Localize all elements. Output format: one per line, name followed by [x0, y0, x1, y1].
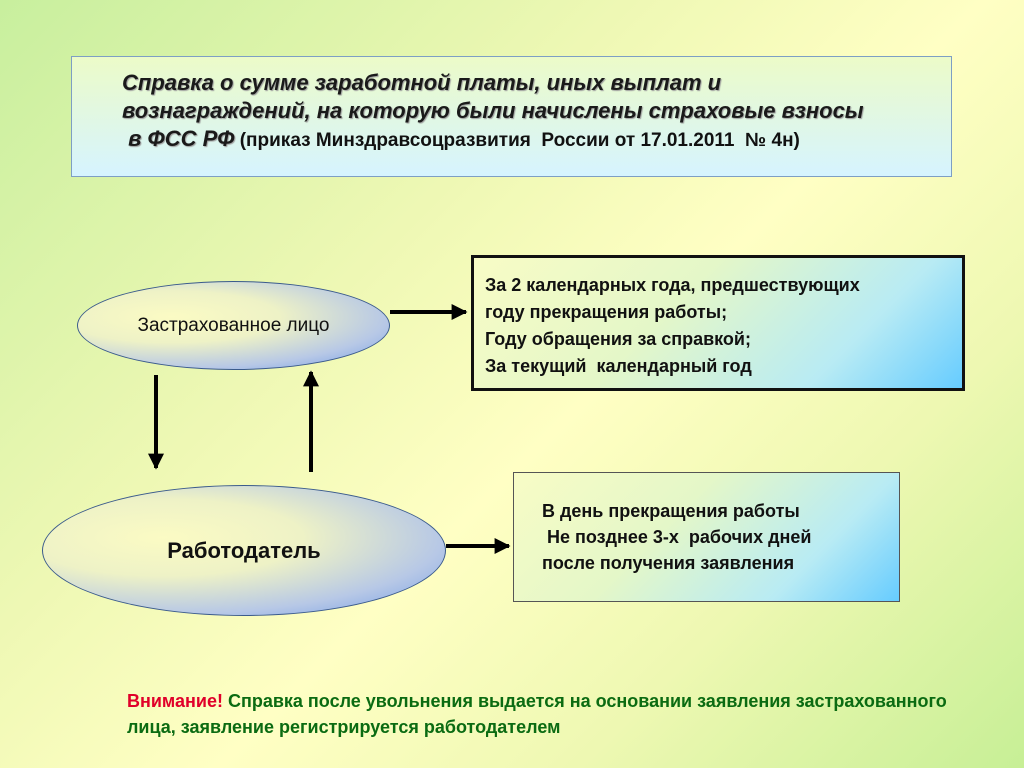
- employer-node: [42, 485, 446, 616]
- periods-box: [471, 255, 965, 391]
- periods-line-2: году прекращения работы;: [485, 302, 728, 322]
- attention-label: Внимание!: [127, 691, 223, 711]
- title-fss: в ФСС РФ: [122, 126, 235, 151]
- employer-label: Работодатель: [167, 537, 321, 563]
- insured-person-label: Застрахованное лицо: [137, 314, 330, 336]
- insured-person-node: [77, 281, 390, 370]
- deadline-box: [513, 472, 900, 602]
- periods-line-3: Году обращения за справкой;: [485, 329, 751, 349]
- periods-line-4: За текущий календарный год: [485, 356, 752, 376]
- attention-text: Справка после увольнения выдается на основании заявления застрахованного лица, заявление регистрируется работодателем: [127, 691, 947, 737]
- title-line-2: вознаграждений, на которую были начислены страховые взносы: [122, 98, 864, 123]
- deadline-line-3: после получения заявления: [542, 553, 795, 573]
- deadline-line-1: В день прекращения работы: [542, 501, 800, 521]
- deadline-line-2: Не позднее 3-х рабочих дней: [542, 527, 812, 547]
- title-line-1: Справка о сумме заработной платы, иных выплат и: [122, 70, 722, 95]
- periods-line-1: За 2 календарных года, предшествующих: [485, 275, 860, 295]
- attention-note: [127, 688, 997, 740]
- title-order-reference: (приказ Минздравсоцразвития России от 17.01.2011 № 4н): [234, 130, 800, 151]
